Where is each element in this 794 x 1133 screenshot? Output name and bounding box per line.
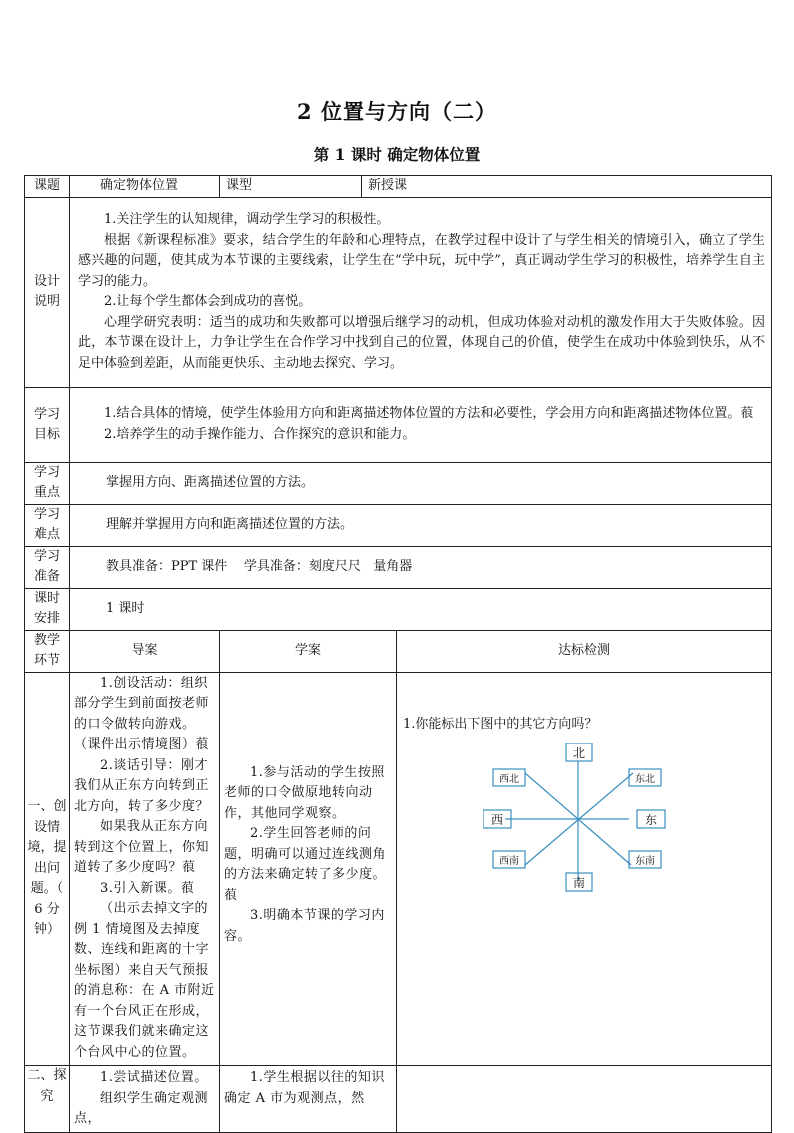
column-header-row xyxy=(25,630,772,672)
difficulties-text: 理解并掌握用方向和距离描述位置的方法。 xyxy=(70,504,772,546)
southwest-label: 西南 xyxy=(499,856,520,867)
type-value: 新授课 xyxy=(362,176,772,198)
section1-row xyxy=(25,672,772,1066)
study-paragraph: 1.学生根据以往的知识确定 A 市为观测点，然 xyxy=(224,1070,385,1106)
schedule-label: 课时安排 xyxy=(25,588,70,630)
guide-paragraph: 1.创设活动：组织部分学生到前面按老师的口令做转向游戏。（课件出示情境图）䓳 xyxy=(74,675,210,752)
goal-item: 1.结合具体的情境，使学生体验用方向和距离描述物体位置的方法和必要性，学会用方向和距离描述物体位置。䓳 xyxy=(104,406,754,421)
study-paragraph: 2.学生回答老师的问题，明确可以通过连线测角的方法来确定转了多少度。䓳 xyxy=(224,826,387,903)
key-points-row xyxy=(25,462,772,504)
goals-row xyxy=(25,387,772,462)
guide-paragraph: 如果我从正东方向转到这个位置上，你知道转了多少度吗？䓳 xyxy=(74,819,210,875)
goals-label: 学习目标 xyxy=(25,387,70,462)
guide-paragraph: 1.尝试描述位置。 xyxy=(100,1070,208,1085)
preparation-row xyxy=(25,546,772,588)
guide-paragraph: 2.谈话引导：刚才我们从正东方向转到正北方向，转了多少度？ xyxy=(74,757,210,814)
study-paragraph: 1.参与活动的学生按照老师的口令做原地转向动作，其他同学观察。 xyxy=(224,764,385,821)
preparation-label: 学习准备 xyxy=(25,546,70,588)
topic-row xyxy=(25,176,772,198)
design-content xyxy=(70,197,772,387)
type-label: 课型 xyxy=(220,176,362,198)
design-row xyxy=(25,197,772,387)
section2-label: 二、探究 xyxy=(25,1066,70,1133)
section2-study xyxy=(220,1066,397,1133)
study-header: 学案 xyxy=(220,630,397,672)
key-points-text: 掌握用方向、距离描述位置的方法。 xyxy=(70,462,772,504)
southeast-label: 东南 xyxy=(635,856,656,867)
section1-check xyxy=(397,672,772,1066)
check-header: 达标检测 xyxy=(397,630,772,672)
goal-item: 2.培养学生的动手操作能力、合作探究的意识和能力。 xyxy=(104,426,416,442)
section1-label: 一、创设情境，提出问题。（ 6 分钟） xyxy=(25,672,70,1066)
topic-label: 课题 xyxy=(25,176,70,198)
east-label: 东 xyxy=(645,813,658,827)
schedule-row xyxy=(25,588,772,630)
west-label: 西 xyxy=(491,813,504,827)
section2-row xyxy=(25,1066,772,1133)
design-label: 设计说明 xyxy=(25,197,70,387)
design-paragraph: 心理学研究表明：适当的成功和失败都可以增强后继学习的动机，但成功体验对动机的激发作用大于失败体验。因此，本节课在设计上，力争让学生在合作学习中找到自己的位置，体现自己的价值，使学生在成功中体验到快乐，从不足中体验到差距，从而能更快乐、主动地去探究、学习。 xyxy=(78,314,766,371)
goals-content xyxy=(70,387,772,462)
schedule-text: 1 课时 xyxy=(70,588,772,630)
northeast-label: 东北 xyxy=(635,774,656,785)
stage-header: 教学环节 xyxy=(25,630,70,672)
compass-diagram xyxy=(483,743,673,903)
key-points-label: 学习重点 xyxy=(25,462,70,504)
guide-paragraph: （出示去掉文字的例 1 情境图及去掉度数、连线和距离的十字坐标图）来自天气预报的消息称：在 A 市附近有一个台风正在形成，这节课我们就来确定这个台风中心的位置。 xyxy=(74,901,215,1060)
topic-value: 确定物体位置 xyxy=(70,176,220,198)
lesson-plan-table xyxy=(24,175,772,1133)
guide-paragraph: 3.引入新课。䓳 xyxy=(100,880,195,896)
section1-guide xyxy=(70,672,220,1066)
page-title: 2 位置与方向（二） xyxy=(297,99,497,124)
difficulties-row xyxy=(25,504,772,546)
guide-paragraph: 组织学生确定观测点， xyxy=(74,1090,209,1126)
design-paragraph: 根据《新课程标准》要求，结合学生的年龄和心理特点，在教学过程中设计了与学生相关的情境引入，确立了学生感兴趣的问题，使其成为本节课的主要线索，让学生在“学中玩，玩中学”，真正调动学生学习的积极性，培养学生自主学习的能力。 xyxy=(78,232,766,289)
study-paragraph: 3.明确本节课的学习内容。 xyxy=(224,908,385,944)
section2-check xyxy=(397,1066,772,1133)
guide-header: 导案 xyxy=(70,630,220,672)
preparation-text: 教具准备：PPT 课件 学具准备：刻度尺尺 量角器 xyxy=(70,546,772,588)
south-label: 南 xyxy=(573,876,586,890)
difficulties-label: 学习难点 xyxy=(25,504,70,546)
design-paragraph: 2.让每个学生都体会到成功的喜悦。 xyxy=(104,294,312,309)
section2-guide xyxy=(70,1066,220,1133)
northwest-label: 西北 xyxy=(499,774,520,785)
lesson-subtitle: 第 1 课时 确定物体位置 xyxy=(313,145,481,164)
check-question: 1.你能标出下图中的其它方向吗？ xyxy=(403,716,598,732)
design-paragraph: 1.关注学生的认知规律，调动学生学习的积极性。 xyxy=(104,212,390,227)
north-label: 北 xyxy=(573,746,586,760)
section1-study xyxy=(220,672,397,1066)
